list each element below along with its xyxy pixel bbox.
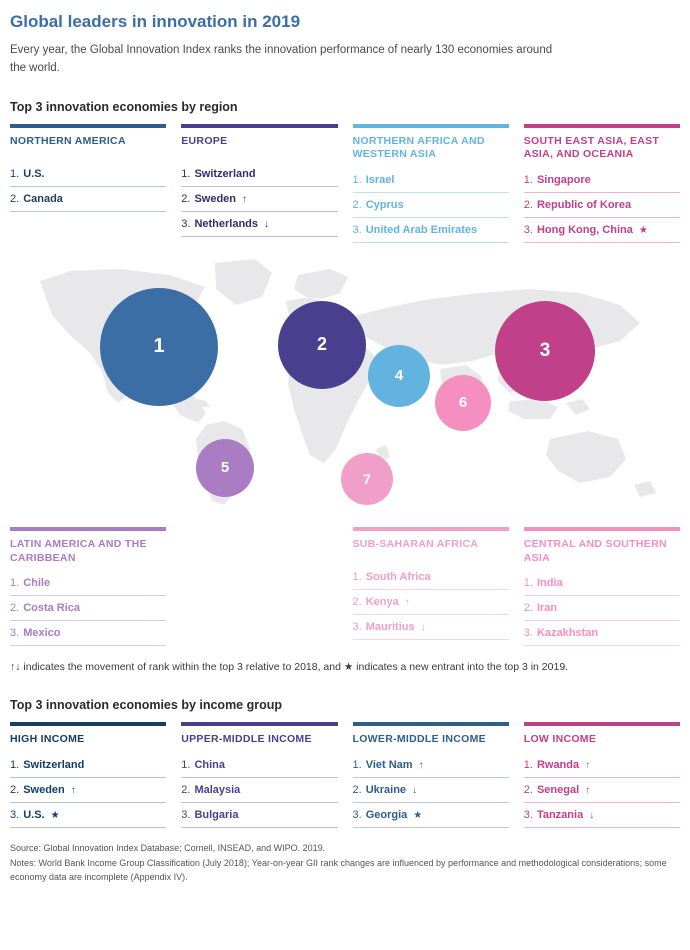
rank-list [353,565,509,640]
rank-label: Rwanda [536,758,580,771]
rank-change-icon: ↓ [412,784,418,796]
list-item [181,187,337,212]
rank-label: United Arab Emirates [365,223,478,236]
section-heading-region: Top 3 innovation economies by region [10,99,238,114]
rank-number: 3. [523,627,533,640]
rank-number: 3. [352,620,362,633]
map-bubble-2[interactable] [278,301,366,389]
rank-change-icon: ↑ [242,193,248,205]
list-item [181,162,337,187]
map-bubble-5[interactable] [196,439,254,497]
rank-number: 3. [10,627,20,640]
rank-number: 1. [352,570,362,583]
list-item [10,571,166,596]
rank-label: India [536,577,563,590]
rank-number: 2. [352,198,362,211]
rank-number: 2. [523,783,533,796]
rank-list [524,168,680,243]
rank-label: Senegal [536,783,580,796]
list-item [524,596,680,621]
rank-number: 3. [352,223,362,236]
map-bubble-3[interactable] [495,301,595,401]
rank-change-icon: ↑ [70,784,76,796]
map-bubble-1[interactable] [100,288,218,406]
rank-change-icon: ↑ [585,784,591,796]
rank-label: Switzerland [23,758,85,771]
list-item [10,187,166,212]
region-card-latin-america-caribbean [10,527,166,646]
rank-label: Israel [365,173,395,186]
list-item [181,778,337,803]
income-group-name: LOW INCOME [523,732,597,745]
rank-number: 3. [181,217,191,230]
rank-number: 2. [352,595,362,608]
list-item [353,168,509,193]
rank-number: 1. [352,758,362,771]
rank-list [353,753,509,828]
rank-list [181,753,337,828]
rank-change-icon: ★ [50,809,60,821]
rank-label: Singapore [536,173,591,186]
rank-label: Switzerland [194,167,256,180]
map-bubble-6[interactable] [435,375,491,431]
list-item [524,193,680,218]
rank-number: 3. [10,808,20,821]
list-item [524,778,680,803]
bubble-label: 5 [220,459,230,477]
list-item [524,168,680,193]
rank-list [10,162,166,212]
rank-number: 1. [181,167,191,180]
list-item [181,753,337,778]
rank-list [524,753,680,828]
list-item [353,753,509,778]
list-item [10,753,166,778]
rank-change-icon: ★ [638,224,648,236]
region-card-spacer [181,527,337,646]
list-item [10,162,166,187]
region-name: NORTHERN AFRICA AND WESTERN ASIA [352,134,485,161]
list-item [10,778,166,803]
region-name: EUROPE [181,134,228,147]
rank-label: U.S. [23,808,45,821]
list-item [353,218,509,243]
list-item [524,218,680,243]
rank-label: Chile [23,577,51,590]
rank-number: 1. [10,577,20,590]
rank-number: 2. [10,602,20,615]
rank-number: 2. [352,783,362,796]
region-name: SOUTH EAST ASIA, EAST ASIA, AND OCEANIA [523,134,660,161]
page-title: Global leaders in innovation in 2019 [10,12,301,31]
rank-label: Viet Nam [365,758,413,771]
rank-number: 1. [523,173,533,186]
region-card-south-east-asia-oceania [524,124,680,243]
rank-label: Sweden [23,783,65,796]
rank-label: Tanzania [536,808,584,821]
rank-label: Kazakhstan [536,627,599,640]
income-card-high-income [10,722,166,828]
list-item [10,803,166,828]
rank-change-icon: ↓ [420,621,426,633]
map-bubble-4[interactable] [368,345,430,407]
intro-text: Every year, the Global Innovation Index ranks the innovation performance of nearly 130 economies around the world. [10,44,553,74]
rank-change-icon: ↑ [418,759,424,771]
income-card-low-income [524,722,680,828]
footer-notes: Notes: World Bank Income Group Classification (July 2018); Year-on-year GII rank changes are influenced by performance and methodological considerations; some economy data are incomplete (Appendix IV). [10,858,667,882]
bubble-label: 1 [153,335,165,358]
list-item [353,803,509,828]
rank-label: Canada [23,192,63,205]
rank-label: Kenya [365,595,399,608]
rank-change-icon: ↑ [585,759,591,771]
rank-label: U.S. [23,167,45,180]
region-card-northern-africa-western-asia [353,124,509,243]
legend-note: ↑↓ indicates the movement of rank within the top 3 relative to 2018, and ★ indicates a new entrant into the top 3 in 2019. [10,661,569,674]
region-name: NORTHERN AMERICA [10,134,126,147]
list-item [181,803,337,828]
rank-label: Costa Rica [23,602,81,615]
rank-number: 3. [181,808,191,821]
rank-label: Bulgaria [194,808,239,821]
footer-source: Source: Global Innovation Index Database; Cornell, INSEAD, and WIPO. 2019. [10,842,326,853]
rank-number: 1. [10,758,20,771]
rank-number: 1. [523,758,533,771]
list-item [353,565,509,590]
income-group-name: HIGH INCOME [10,732,85,745]
rank-label: Netherlands [194,217,259,230]
rank-change-icon: ↓ [264,218,270,230]
bubble-label: 6 [458,394,468,412]
rank-label: Ukraine [365,783,407,796]
region-name: SUB-SAHARAN AFRICA [352,537,479,550]
rank-number: 3. [523,223,533,236]
income-card-lower-middle-income [353,722,509,828]
list-item [353,615,509,640]
rank-label: Georgia [365,808,408,821]
region-card-northern-america [10,124,166,243]
region-name: CENTRAL AND SOUTHERN ASIA [523,537,667,564]
rank-number: 3. [523,808,533,821]
rank-label: Malaysia [194,783,241,796]
rank-label: China [194,758,225,771]
list-item [524,803,680,828]
list-item [524,621,680,646]
list-item [524,753,680,778]
rank-list [524,571,680,646]
list-item [353,590,509,615]
rank-number: 1. [352,173,362,186]
world-map [10,253,680,523]
rank-number: 3. [352,808,362,821]
rank-label: South Africa [365,570,431,583]
income-grid [10,722,680,828]
list-item [524,571,680,596]
rank-label: Hong Kong, China [536,223,633,236]
region-grid-top [10,124,680,243]
rank-list [10,753,166,828]
income-group-name: LOWER-MIDDLE INCOME [352,732,486,745]
region-card-europe [181,124,337,243]
income-card-upper-middle-income [181,722,337,828]
list-item [10,621,166,646]
rank-label: Republic of Korea [536,198,632,211]
region-name: LATIN AMERICA AND THE CARIBBEAN [10,537,147,564]
rank-label: Mexico [23,627,61,640]
rank-number: 1. [181,758,191,771]
section-heading-income: Top 3 innovation economies by income group [10,697,283,712]
list-item [353,778,509,803]
rank-number: 2. [523,602,533,615]
region-grid-bottom [10,527,680,646]
list-item [353,193,509,218]
bubble-label: 2 [316,334,327,355]
rank-number: 2. [181,783,191,796]
region-card-sub-saharan-africa [353,527,509,646]
rank-number: 2. [10,783,20,796]
rank-number: 1. [523,577,533,590]
map-bubble-7[interactable] [341,453,393,505]
rank-label: Mauritius [365,620,415,633]
rank-label: Sweden [194,192,237,205]
rank-number: 2. [10,192,20,205]
list-item [181,212,337,237]
rank-number: 1. [10,167,20,180]
list-item [10,596,166,621]
bubble-label: 4 [394,367,404,385]
income-group-name: UPPER-MIDDLE INCOME [181,732,312,745]
rank-change-icon: ★ [413,809,423,821]
region-card-central-southern-asia [524,527,680,646]
rank-label: Cyprus [365,198,404,211]
rank-label: Iran [536,602,558,615]
rank-list [181,162,337,237]
rank-number: 2. [523,198,533,211]
rank-change-icon: ↓ [589,809,595,821]
rank-change-icon: ↑ [404,596,410,608]
rank-list [10,571,166,646]
footer [10,842,680,885]
bubble-label: 3 [539,339,551,361]
bubble-label: 7 [363,470,371,487]
rank-list [353,168,509,243]
rank-number: 2. [181,192,191,205]
